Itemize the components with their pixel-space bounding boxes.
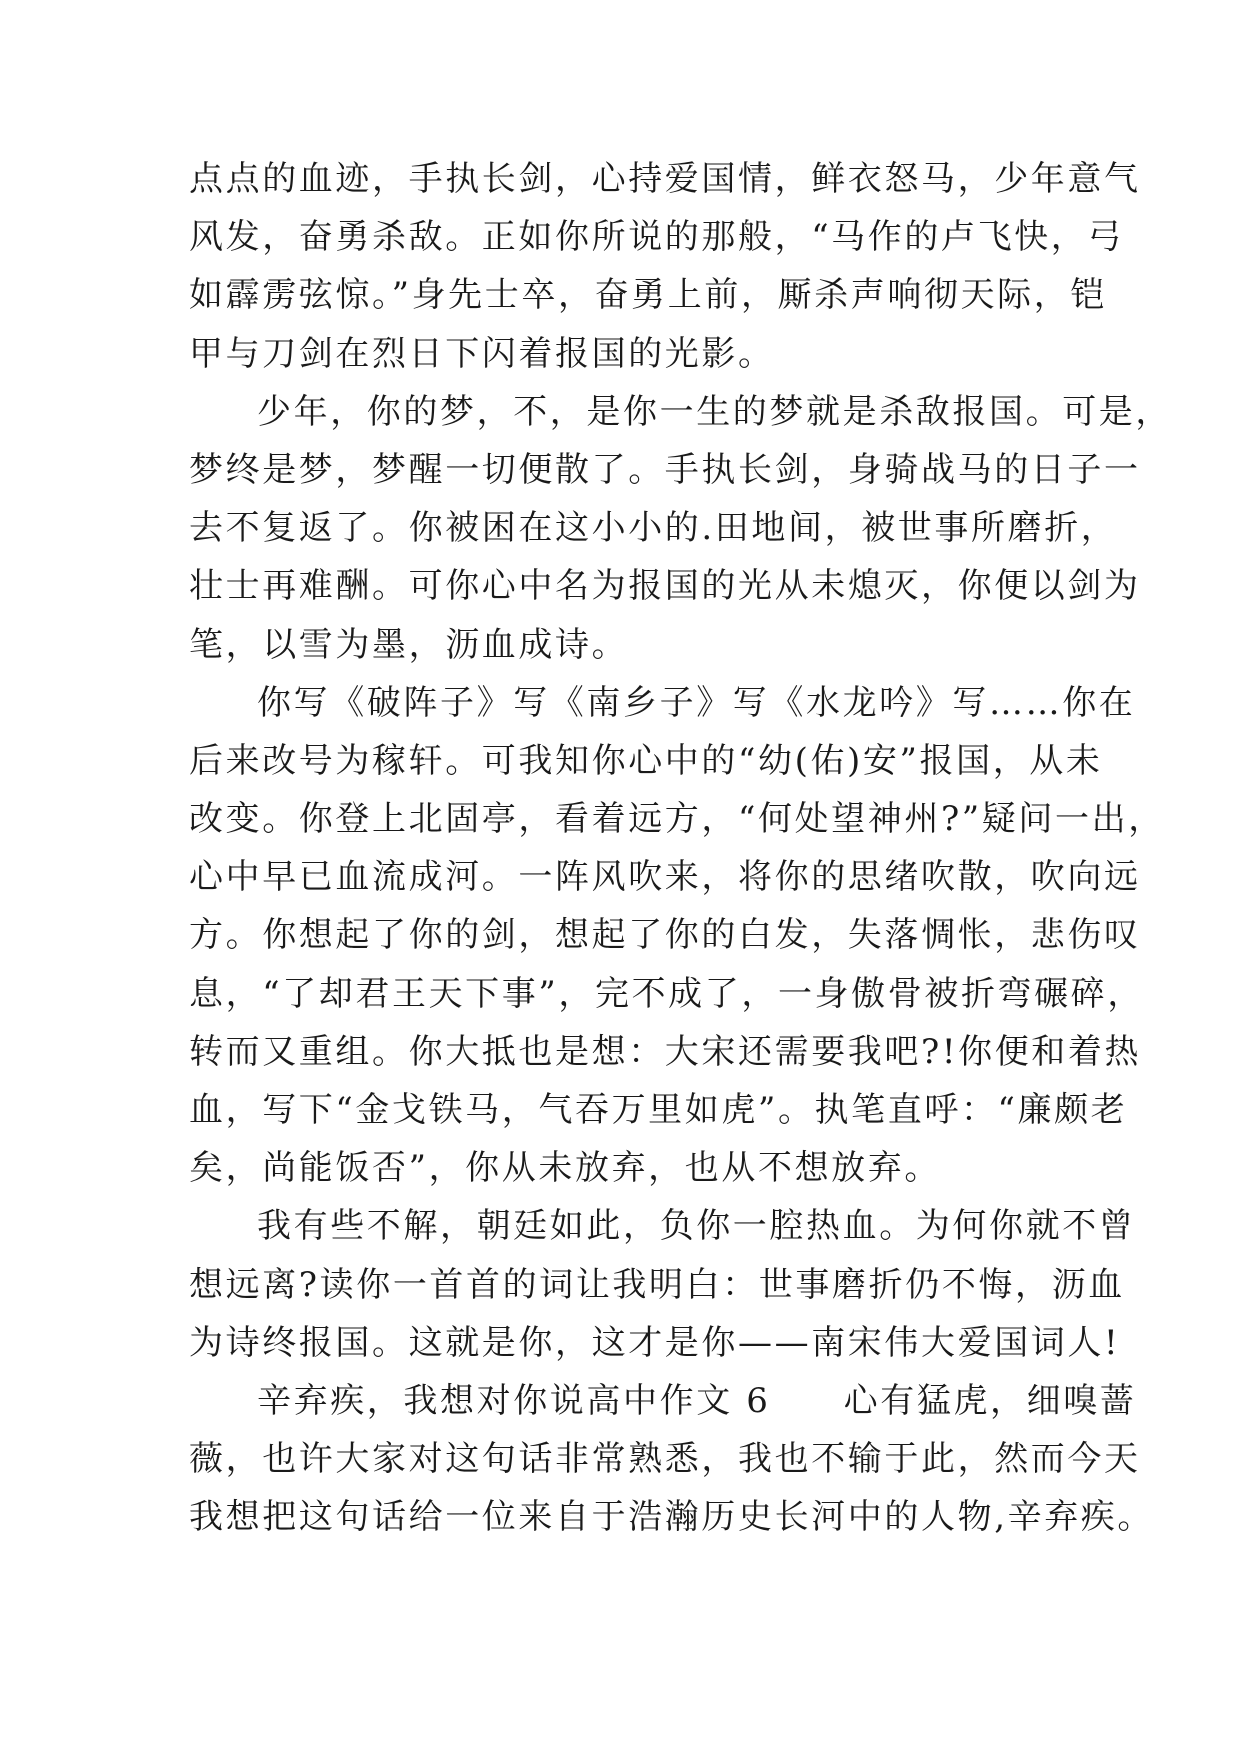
text-line: 点点的血迹，手执长剑，心持爱国情，鲜衣怒马，少年意气 xyxy=(189,159,1141,199)
text-line: 想远离?读你一首首的词让我明白：世事磨折仍不悔，沥血 xyxy=(189,1264,1125,1305)
text-line: 为诗终报国。这就是你，这才是你——南宋伟大爱国词人! xyxy=(189,1322,1121,1363)
paragraph-first-line: 辛弃疾，我想对你说高中作文 6 心有猛虎，细嗅蔷 xyxy=(257,1380,1137,1421)
paragraph-first-line: 我有些不解，朝廷如此，负你一腔热血。为何你就不曾 xyxy=(257,1206,1136,1247)
paragraph-first-line: 你写《破阵子》写《南乡子》写《水龙吟》写……你在 xyxy=(257,682,1136,723)
text-line: 转而又重组。你大抵也是想：大宋还需要我吧?!你便和着热 xyxy=(189,1031,1142,1072)
text-line: 我想把这句话给一位来自于浩瀚历史长河中的人物,辛弃疾。 xyxy=(189,1497,1155,1538)
text-line: 改变。你登上北固亭，看着远方，“何处望神州?”疑问一出， xyxy=(189,799,1165,840)
text-line: 息，“了却君王天下事”，完不成了，一身傲骨被折弯碾碎， xyxy=(189,973,1144,1014)
text-line: 风发，奋勇杀敌。正如你所说的那般，“马作的卢飞快，弓 xyxy=(189,217,1124,258)
paragraph-first-line: 少年，你的梦，不，是你一生的梦就是杀敌报国。可是， xyxy=(257,391,1172,432)
essay-body xyxy=(189,150,1172,1547)
text-line: 矣，尚能饭否”，你从未放弃，也从不想放弃。 xyxy=(189,1148,941,1189)
text-line: 去不复返了。你被困在这小小的.田地间，被世事所磨折， xyxy=(189,508,1118,549)
text-line: 如霹雳弦惊。”身先士卒，奋勇上前，厮杀声响彻天际，铠 xyxy=(189,275,1107,316)
text-line: 壮士再难酬。可你心中名为报国的光从未熄灭，你便以剑为 xyxy=(189,566,1141,607)
text-line: 心中早已血流成河。一阵风吹来，将你的思绪吹散，吹向远 xyxy=(189,857,1141,898)
text-line: 甲与刀剑在烈日下闪着报国的光影。 xyxy=(189,333,775,374)
text-line: 薇，也许大家对这句话非常熟悉，我也不输于此，然而今天 xyxy=(189,1439,1141,1480)
text-line: 血，写下“金戈铁马，气吞万里如虎”。执笔直呼：“廉颇老 xyxy=(189,1090,1128,1130)
text-line: 后来改号为稼轩。可我知你心中的“幼(佑)安”报国，从未 xyxy=(189,740,1103,781)
text-line: 梦终是梦，梦醒一切便散了。手执长剑，身骑战马的日子一 xyxy=(189,449,1141,490)
text-line: 笔，以雪为墨，沥血成诗。 xyxy=(189,624,629,665)
text-line: 方。你想起了你的剑，想起了你的白发，失落惆怅，悲伤叹 xyxy=(189,915,1141,956)
